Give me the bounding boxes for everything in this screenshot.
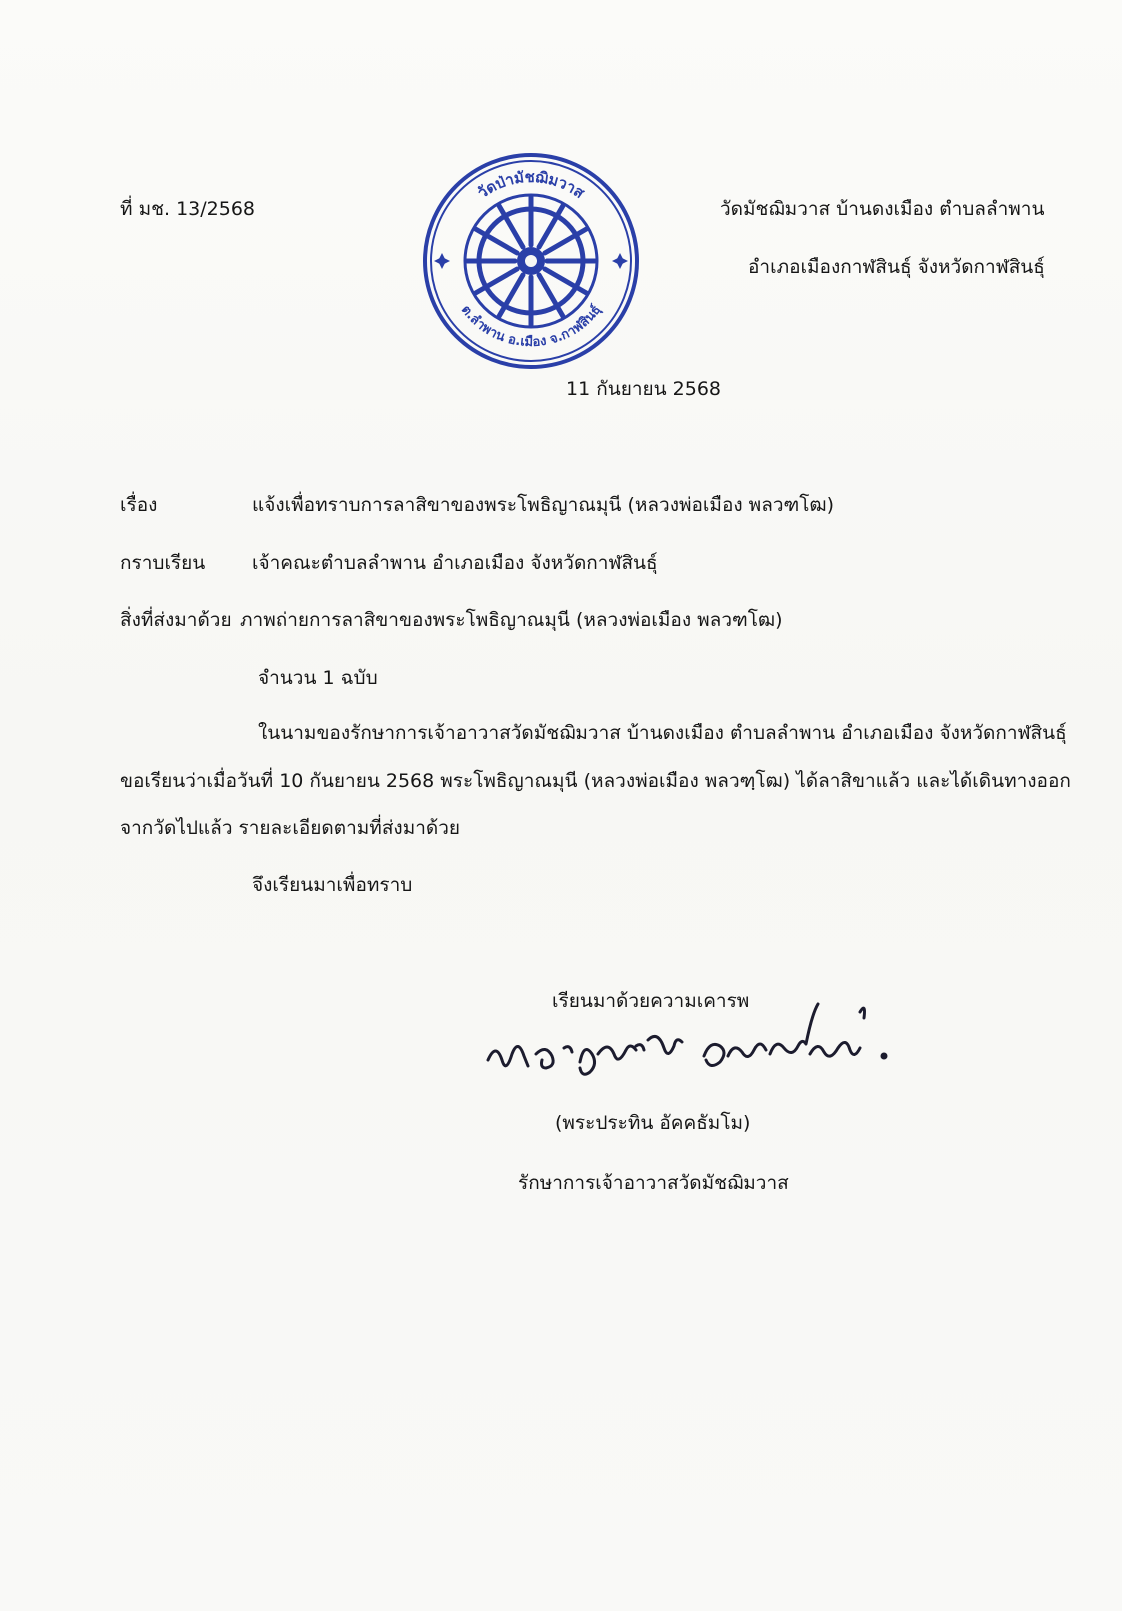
body-line-1: ในนามของรักษาการเจ้าอาวาสวัดมัชฌิมวาส บ้านดงเมือง ตำบลลำพาน อำเภอเมือง จังหวัดกาฬสินธุ์ [258,722,1067,744]
body-line-3: จากวัดไปแล้ว รายละเอียดตามที่ส่งมาด้วย [120,817,461,839]
handwritten-signature [480,990,900,1110]
addressee-label: กราบเรียน [120,552,206,574]
salutation: เรียนมาด้วยความเคารพ [552,990,750,1012]
subject-label: เรื่อง [120,494,158,516]
enclosure-value: ภาพถ่ายการลาสิขาของพระโพธิญาณมุนี (หลวงพ่อเมือง พลวฑโฒ) [240,609,783,631]
temple-seal [420,150,642,372]
closing-line: จึงเรียนมาเพื่อทราบ [252,874,413,896]
sender-address-line2: อำเภอเมืองกาฬสินธุ์ จังหวัดกาฬสินธุ์ [748,256,1045,278]
seal-top-text: วัดป่ามัชฌิมวาส [474,167,588,203]
subject-value: แจ้งเพื่อทราบการลาสิขาของพระโพธิญาณมุนี (หลวงพ่อเมือง พลวฑโฒ) [252,494,835,516]
letter-date: 11 กันยายน 2568 [566,378,722,400]
body-line-2: ขอเรียนว่าเมื่อวันที่ 10 กันยายน 2568 พระโพธิญาณมุนี (หลวงพ่อเมือง พลวฑฺโฒ) ได้ลาสิขาแล้ว และได้เดินทางออก [120,770,1071,792]
seal-bottom-text: ต.ลำพาน อ.เมือง จ.กาฬสินธุ์ [457,302,605,351]
signer-name: (พระประทิน อัคคธัมโม) [555,1112,751,1134]
enclosure-label: สิ่งที่ส่งมาด้วย [120,609,232,631]
enclosure-count: จำนวน 1 ฉบับ [258,667,378,689]
sender-address-line1: วัดมัชฌิมวาส บ้านดงเมือง ตำบลลำพาน [720,198,1045,220]
signer-position: รักษาการเจ้าอาวาสวัดมัชฌิมวาส [518,1172,789,1194]
reference-number: ที่ มช. 13/2568 [120,198,255,220]
addressee-value: เจ้าคณะตำบลลำพาน อำเภอเมือง จังหวัดกาฬสินธุ์ [252,552,658,574]
